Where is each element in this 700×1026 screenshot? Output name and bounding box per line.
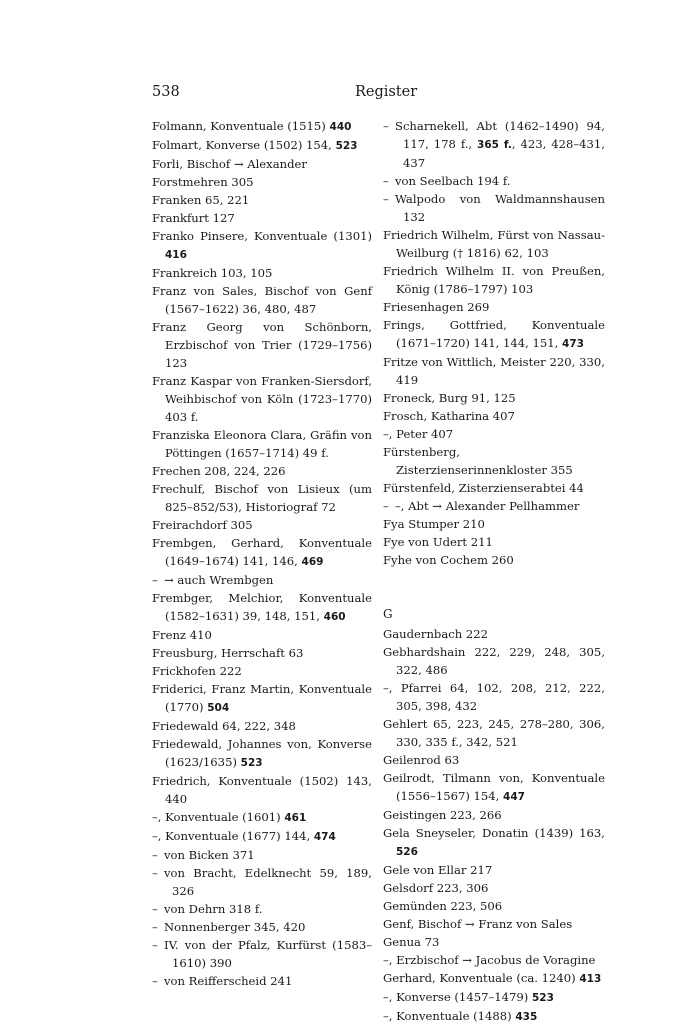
index-entry [152,626,372,644]
subentry-dash: – [152,974,158,988]
index-entry [383,172,605,190]
index-entry [152,209,372,227]
index-entry [152,918,372,936]
entry-text: Frosch, Katharina 407 [383,409,515,423]
index-entry [152,900,372,918]
entry-text: von Reifferscheid 241 [164,974,293,988]
bold-page-ref: 474 [313,831,336,843]
entry-text: Friesenhagen 269 [383,300,490,314]
subentry-dash: – [152,938,158,952]
entry-text: –, Abt → Alexander Pellhammer [395,499,580,513]
section-letter: G [383,607,393,621]
index-entry [152,191,372,209]
entry-text: Fritze von Wittlich, Meister 220, 330, 419 [383,355,605,387]
index-entry [152,662,372,680]
entry-text: Gebhardshain 222, 229, 248, 305, 322, 486 [383,645,605,677]
entry-text: Froneck, Burg 91, 125 [383,391,516,405]
entry-text: Frenz 410 [152,628,212,642]
index-entry [383,298,605,316]
index-entry [152,318,372,372]
index-entry [383,625,605,643]
index-entry [152,264,372,282]
index-entry [152,571,372,589]
index-entry [383,643,605,679]
entry-text: → auch Wrembgen [164,573,274,587]
index-column-left [152,117,372,990]
entry-text-after: , 423, 428–431, 437 [403,137,605,170]
index-entry [383,533,605,551]
entry-text: –, Konventuale (1601) [152,810,285,824]
bold-page-ref: 461 [284,812,307,824]
entry-text: Frembger, Melchior, Konventuale (1582–1631) 39, 148, 151, [152,591,372,623]
entry-text: Franz von Sales, Bischof von Genf (1567–1622) 36, 480, 487 [152,284,372,316]
bold-page-ref: 523 [335,140,358,152]
bold-page-ref: 504 [207,702,230,714]
entry-text: von Dehrn 318 f. [164,902,263,916]
index-entry [152,589,372,626]
entry-text: –, Pfarrei 64, 102, 208, 212, 222, 305, 398, 432 [383,681,605,713]
index-entry [152,864,372,900]
entry-text: Friedrich, Konventuale (1502) 143, 440 [152,774,372,806]
entry-text: Gehlert 65, 223, 245, 278–280, 306, 330, 335 f., 342, 521 [383,717,605,749]
entry-text: Franz Kaspar von Franken-Siersdorf, Weihbischof von Köln (1723–1770) 403 f. [152,374,372,424]
entry-text: Fürstenberg, Zisterzienserinnenkloster 355 [383,445,573,477]
bold-page-ref: 365 f. [477,139,512,151]
entry-text: Walpodo von Waldmannshausen 132 [395,192,605,224]
bold-page-ref: 469 [301,556,324,568]
entry-text: Friedrich Wilhelm II. von Preußen, König (1786–1797) 103 [383,264,605,296]
entry-text: Forstmehren 305 [152,175,254,189]
entry-text: Geilenrod 63 [383,753,460,767]
index-entry [383,389,605,407]
index-entry [383,897,605,915]
subentry-dash: – [152,902,158,916]
index-entry [383,425,605,443]
bold-page-ref: 416 [165,249,187,261]
entry-text: von Seelbach 194 f. [395,174,511,188]
index-entry [152,735,372,772]
index-entry [152,534,372,571]
entry-text: Friedewald, Johannes von, Konverse (1623/1635) [152,737,372,769]
index-entry [383,824,605,861]
index-entry [383,1007,605,1026]
index-entry [383,497,605,515]
running-head: Register [355,84,418,100]
index-entry [152,644,372,662]
index-entry [152,282,372,318]
bold-page-ref: 526 [396,846,418,858]
index-entry [383,988,605,1007]
entry-text: Frickhofen 222 [152,664,242,678]
entry-text: Fye von Udert 211 [383,535,493,549]
index-entry [383,479,605,497]
subentry-dash: – [152,866,158,880]
entry-text: von Bicken 371 [164,848,255,862]
bold-page-ref: 440 [329,121,352,133]
entry-text: Friedewald 64, 222, 348 [152,719,296,733]
bold-page-ref: 523 [531,992,554,1004]
index-entry [152,462,372,480]
index-entry [152,426,372,462]
index-entry [152,827,372,846]
index-entry [152,972,372,990]
entry-text: Frankfurt 127 [152,211,235,225]
subentry-dash: – [383,119,389,133]
bold-page-ref: 523 [240,757,263,769]
entry-text: Gemünden 223, 506 [383,899,503,913]
entry-text: Gerhard, Konventuale (ca. 1240) [383,971,580,985]
index-entry [383,443,605,479]
entry-text: –, Peter 407 [383,427,454,441]
page-number: 538 [152,84,180,100]
index-entry [152,772,372,808]
entry-text: Gele von Ellar 217 [383,863,493,877]
entry-text: Folmann, Konventuale (1515) [152,119,330,133]
index-entries-f [383,117,605,569]
index-entry [152,936,372,972]
index-entry [383,806,605,824]
index-entry [383,951,605,969]
entry-text: Frankreich 103, 105 [152,266,273,280]
index-entry [383,226,605,262]
index-entry [383,353,605,389]
index-entry [152,155,372,173]
entry-text: Fya Stumper 210 [383,517,485,531]
bold-page-ref: 435 [515,1011,538,1023]
subentry-dash: – [383,192,389,206]
index-entry [152,136,372,155]
index-entry [383,515,605,533]
entry-text: –, Konventuale (1488) [383,1009,516,1023]
index-entry [383,933,605,951]
index-entry [152,516,372,534]
bold-page-ref: 460 [323,611,346,623]
entry-text: Franz Georg von Schönborn, Erzbischof von Trier (1729–1756) 123 [152,320,372,370]
entry-text: Geilrodt, Tilmann von, Konventuale (1556–1567) 154, [383,771,605,803]
entry-text: Friderici, Franz Martin, Konventuale (1770) [152,682,372,714]
entry-text: Fyhe von Cochem 260 [383,553,514,567]
index-entry [383,969,605,988]
entry-text: IV. von der Pfalz, Kurfürst (1583–1610) 390 [164,938,372,970]
entry-text: Friedrich Wilhelm, Fürst von Nassau-Weilburg († 1816) 62, 103 [383,228,605,260]
subentry-dash: – [383,499,389,513]
subentry-dash: – [152,848,158,862]
entry-text: Nonnenberger 345, 420 [164,920,306,934]
index-entry [152,808,372,827]
entry-text: Folmart, Konverse (1502) 154, [152,138,336,152]
entry-text: Freirachdorf 305 [152,518,253,532]
index-entry [383,915,605,933]
index-entry [383,262,605,298]
index-entry [383,861,605,879]
entry-text: Gelsdorf 223, 306 [383,881,489,895]
entry-text: Fürstenfeld, Zisterzienserabtei 44 [383,481,584,495]
index-entries-g [383,625,605,1026]
entry-text: Franken 65, 221 [152,193,250,207]
bold-page-ref: 473 [562,338,584,350]
subentry-dash: – [383,174,389,188]
index-entry [152,173,372,191]
entry-text: Scharnekell, Abt (1462–1490) 94, 117, 178 f., [395,119,605,151]
index-entry [383,769,605,806]
index-entry [383,117,605,172]
entry-text: Gaudernbach 222 [383,627,489,641]
index-entry [383,715,605,751]
bold-page-ref: 413 [579,973,602,985]
entry-text: –, Erzbischof → Jacobus de Voragine [383,953,596,967]
index-entry [152,372,372,426]
entry-text: –, Konventuale (1677) 144, [152,829,314,843]
index-entry [383,190,605,226]
index-entry [152,846,372,864]
subentry-dash: – [152,920,158,934]
entry-text: von Bracht, Edelknecht 59, 189, 326 [164,866,372,898]
index-entry [383,679,605,715]
entry-text: Franko Pinsere, Konventuale (1301) [152,229,372,243]
index-entry [383,751,605,769]
index-entry [383,551,605,569]
entry-text: Freusburg, Herrschaft 63 [152,646,304,660]
entry-text: Geistingen 223, 266 [383,808,502,822]
index-entry [152,117,372,136]
index-column-right [383,117,605,1026]
entry-text: –, Konverse (1457–1479) [383,990,532,1004]
entry-text: Frembgen, Gerhard, Konventuale (1649–1674) 141, 146, [152,536,372,568]
entry-text: Frechulf, Bischof von Lisieux (um 825–852/53), Historiograf 72 [152,482,372,514]
index-entry [152,717,372,735]
entry-text: Franziska Eleonora Clara, Gräfin von Pöttingen (1657–1714) 49 f. [152,428,372,460]
entry-text: Genf, Bischof → Franz von Sales [383,917,573,931]
entry-text: Genua 73 [383,935,440,949]
entry-text: Frechen 208, 224, 226 [152,464,286,478]
index-entry [383,879,605,897]
subentry-dash: – [152,573,158,587]
index-entry [152,480,372,516]
index-entry [383,407,605,425]
index-entry [383,316,605,353]
entry-text: Frings, Gottfried, Konventuale (1671–1720) 141, 144, 151, [383,318,605,350]
bold-page-ref: 447 [503,791,525,803]
index-entry [152,227,372,264]
entry-text: Forli, Bischof → Alexander [152,157,307,171]
index-entry [152,680,372,717]
entry-text: Gela Sneyseler, Donatin (1439) 163, [383,826,605,840]
